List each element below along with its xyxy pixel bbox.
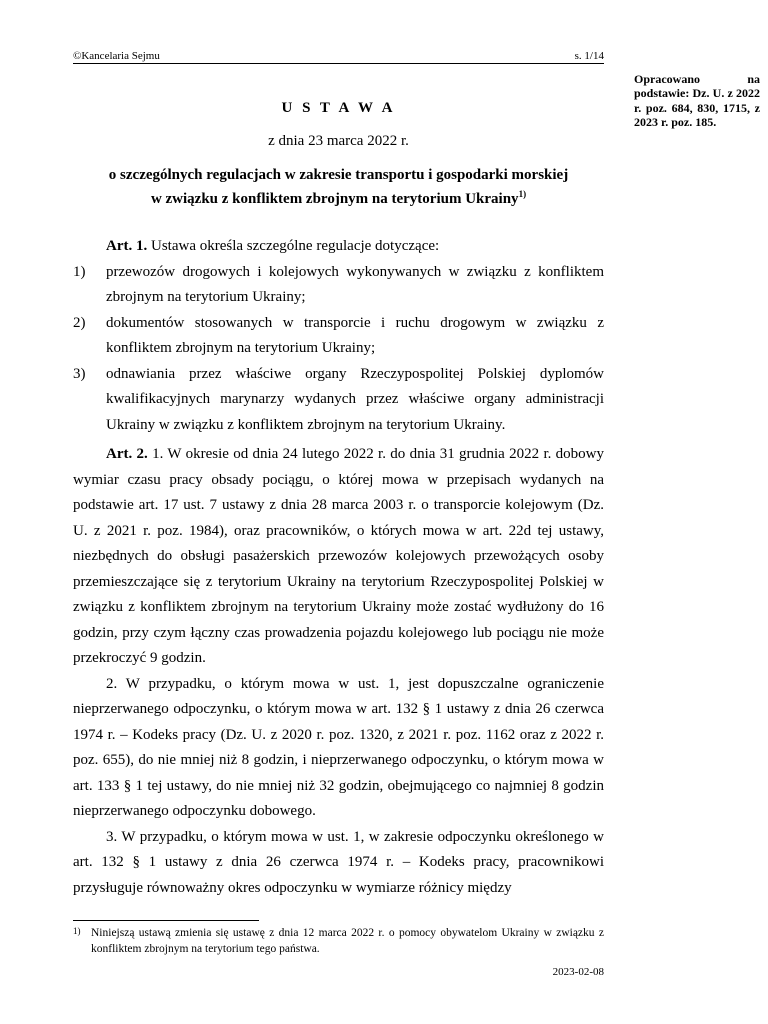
footnote-ref: 1): [518, 189, 527, 199]
art2-label: Art. 2.: [106, 446, 148, 462]
act-body: [73, 234, 604, 901]
act-subject-line-2-text: w związku z konfliktem zbrojnym na terytorium Ukrainy: [150, 191, 519, 207]
document-date: 2023-02-08: [552, 966, 604, 978]
copyright-label: ©Kancelaria Sejmu: [73, 50, 160, 62]
list-item-text: dokumentów stosowanych w transporcie i ruchu drogowym w związku z konfliktem zbrojnym na terytorium Ukrainy;: [106, 314, 604, 356]
list-item-number: 3): [73, 365, 86, 382]
art2-paragraph-2: 2. W przypadku, o którym mowa w ust. 1, jest dopuszczalne ograniczenie nieprzerwanego odpoczynku, o którym mowa w art. 132 § 1 ustawy z dnia 26 czerwca 1974 r. – Kodeks pracy (Dz. U. z 2020 r. poz. 1320, z 2021 r. poz. 1162 oraz z 2022 r. poz. 655), do nie mniej niż 8 godzin, i nieprzerwanego odpoczynku, o którym mowa w art. 133 § 1 tej ustawy, do nie mniej niż 32 godzin, obejmującego co najmniej 8 godzin nieprzerwanego odpoczynku dobowego.: [73, 675, 604, 819]
act-kind: U S T A W A: [281, 100, 396, 116]
footnote-text: Niniejszą ustawą zmienia się ustawę z dnia 12 marca 2022 r. o pomocy obywatelom Ukrainy w związku z konfliktem zbrojnym na terytorium tego państwa.: [91, 927, 604, 955]
header-divider: [73, 63, 604, 64]
footnote-number: 1): [73, 926, 81, 936]
act-subject-line-2: [73, 187, 604, 211]
art2-paragraph-3: 3. W przypadku, o którym mowa w ust. 1, w zakresie odpoczynku określonego w art. 132 § 1 ustawy z dnia 26 czerwca 1974 r. – Kodeks pracy, pracownikowi przysługuje równoważny okres odpoczynku w wymiarze różnicy między: [73, 828, 604, 896]
art1-label: Art. 1.: [106, 238, 148, 254]
footnote-divider: [73, 920, 259, 921]
list-item: [73, 311, 604, 362]
list-item-text: przewozów drogowych i kolejowych wykonywanych w związku z konfliktem zbrojnym na terytorium Ukrainy;: [106, 263, 604, 305]
page-number: s. 1/14: [574, 50, 604, 62]
list-item-text: odnawiania przez właściwe organy Rzeczypospolitej Polskiej dyplomów kwalifikacyjnych marynarzy wydanych przez właściwe organy administracji Ukrainy w związku z konfliktem zbrojnym na terytorium Ukrainy.: [106, 365, 604, 433]
art2-p1-text: 1. W okresie od dnia 24 lutego 2022 r. do dnia 31 grudnia 2022 r. dobowy wymiar czasu pracy obsady pociągu, o której mowa w przepisach wydanych na podstawie art. 17 ust. 7 ustawy z dnia 28 marca 2003 r. o transporcie kolejowym (Dz. U. z 2021 r. poz. 1984), oraz pracowników, o których mowa w art. 22d tej ustawy, niezbędnych do obsługi pasażerskich przewozów kolejowych przewożących osoby przemieszczające się z terytorium Ukrainy na terytorium Rzeczypospolitej Polskiej w związku z konfliktem zbrojnym na terytorium Ukrainy może zostać wydłużony do 16 godzin, przy czym łączny czas prowadzenia pojazdu kolejowego lub pociągu nie może przekroczyć 9 godzin.: [73, 446, 604, 666]
footnote: [73, 925, 604, 957]
page-header: [73, 49, 604, 63]
list-item-number: 1): [73, 263, 86, 280]
act-subject: [73, 163, 604, 211]
art1-intro: [73, 234, 604, 260]
list-item-number: 2): [73, 314, 86, 331]
list-item: [73, 260, 604, 311]
act-title-block: [73, 98, 604, 211]
art1-intro-text: Ustawa określa szczególne regulacje dotyczące:: [151, 238, 440, 254]
list-item: [73, 362, 604, 439]
source-note: Opracowano na podstawie: Dz. U. z 2022 r. poz. 684, 830, 1715, z 2023 r. poz. 185.: [634, 72, 760, 129]
art2-paragraph-1: [73, 442, 604, 672]
act-date: z dnia 23 marca 2022 r.: [268, 133, 409, 149]
act-subject-line-1: o szczególnych regulacjach w zakresie transportu i gospodarki morskiej: [108, 167, 569, 183]
